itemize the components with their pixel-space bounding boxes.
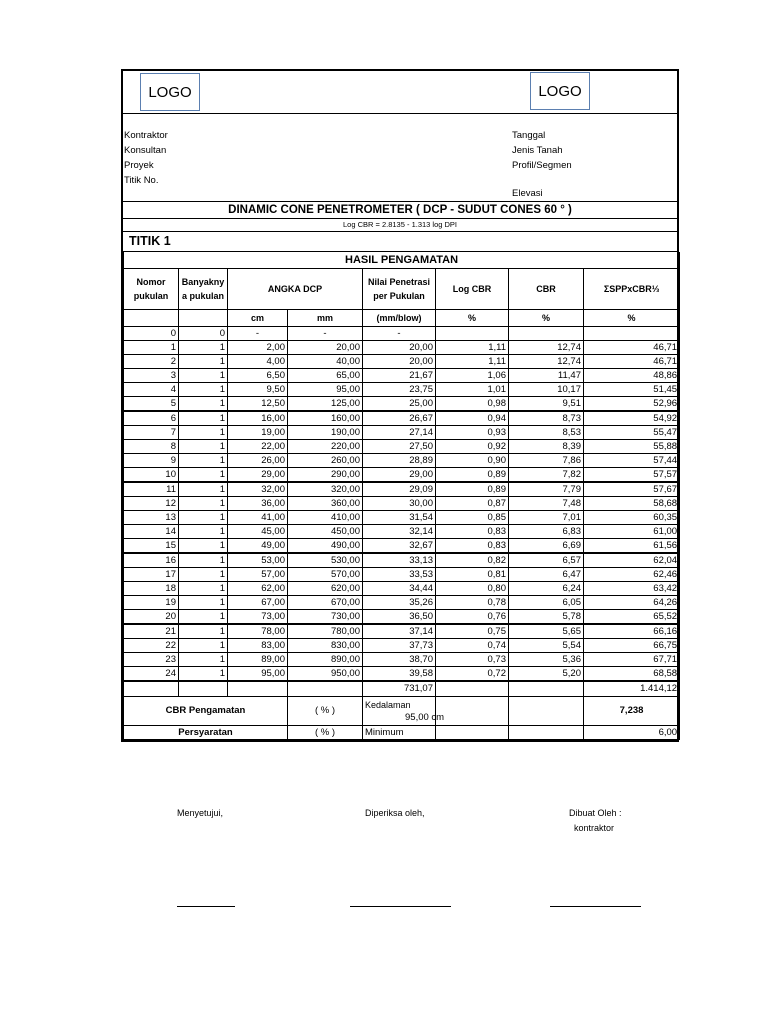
table-row [124, 369, 680, 383]
cell-banyak: 1 [179, 454, 228, 468]
cbr-pengamatan-unit: ( % ) [288, 697, 363, 726]
cell-log-cbr: 0,81 [436, 568, 509, 582]
signature-line-diperiksa [350, 906, 451, 907]
cell-mm: 490,00 [288, 539, 363, 554]
cell-sigma: 62,04 [584, 553, 680, 568]
cell-nomor: 17 [124, 568, 179, 582]
cell-banyak: 1 [179, 596, 228, 610]
cell-sigma: 63,42 [584, 582, 680, 596]
sig-kontraktor: kontraktor [574, 823, 615, 833]
cell-cbr: 12,74 [509, 341, 584, 355]
hasil-row [124, 252, 680, 269]
cell-mm: 730,00 [288, 610, 363, 625]
cell-nomor: 14 [124, 525, 179, 539]
totals-row [124, 681, 680, 697]
cell-cbr: 5,54 [509, 639, 584, 653]
cell-cbr: 5,36 [509, 653, 584, 667]
cell-cm: 67,00 [228, 596, 288, 610]
cell-sigma: 48,86 [584, 369, 680, 383]
cell-mm: 830,00 [288, 639, 363, 653]
cell-log-cbr: 0,83 [436, 525, 509, 539]
cell-nomor: 20 [124, 610, 179, 625]
unit-empty [179, 310, 228, 327]
cell-sigma: 51,45 [584, 383, 680, 397]
table-row [124, 639, 680, 653]
total-nilai: 731,07 [363, 681, 436, 697]
cell-sigma: 64,26 [584, 596, 680, 610]
cell-log-cbr: 0,76 [436, 610, 509, 625]
cell-log-cbr: 1,11 [436, 355, 509, 369]
total-empty [179, 681, 228, 697]
cell-nomor: 1 [124, 341, 179, 355]
persyaratan-label: Persyaratan [124, 726, 288, 740]
kedalaman-label: Kedalaman [365, 699, 411, 710]
cell-cbr: 8,53 [509, 426, 584, 440]
cell-mm: 95,00 [288, 383, 363, 397]
total-sigma: 1.414,12 [584, 681, 680, 697]
cell-nilai: 25,00 [363, 397, 436, 412]
cell-sigma: 46,71 [584, 355, 680, 369]
cell-nilai: 36,50 [363, 610, 436, 625]
cell-nilai: 33,13 [363, 553, 436, 568]
project-info-left [124, 128, 168, 188]
cell-cm: 49,00 [228, 539, 288, 554]
label-proyek: Proyek [124, 160, 154, 171]
cell-cm: 95,00 [228, 667, 288, 682]
cell-log-cbr: 0,74 [436, 639, 509, 653]
col-banyaknya-pukulan: Banyakny a pukulan [179, 269, 228, 310]
cell-mm: 670,00 [288, 596, 363, 610]
cell-banyak: 1 [179, 511, 228, 525]
cell-log-cbr: 1,01 [436, 383, 509, 397]
cell-log-cbr: 0,90 [436, 454, 509, 468]
table-row [124, 624, 680, 639]
cell-nomor: 22 [124, 639, 179, 653]
cell-cm: 9,50 [228, 383, 288, 397]
units-row [124, 310, 680, 327]
cell-mm: 890,00 [288, 653, 363, 667]
table-row [124, 525, 680, 539]
cell-cbr: 11,47 [509, 369, 584, 383]
cell-sigma: 54,92 [584, 411, 680, 426]
dcp-results-table [123, 252, 680, 740]
table-row [124, 397, 680, 412]
table-row [124, 482, 680, 497]
table-row [124, 553, 680, 568]
cell-mm: 40,00 [288, 355, 363, 369]
cell-banyak: 1 [179, 667, 228, 682]
cell-nilai: 38,70 [363, 653, 436, 667]
cbr-pengamatan-row [124, 697, 680, 726]
cell-log-cbr: 0,72 [436, 667, 509, 682]
table-row [124, 539, 680, 554]
cell-cbr: 6,47 [509, 568, 584, 582]
form-title: DINAMIC CONE PENETROMETER ( DCP - SUDUT CONES 60 ° ) [123, 202, 677, 219]
cell-banyak: 0 [179, 327, 228, 341]
cell-log-cbr: 0,75 [436, 624, 509, 639]
cell-cm: - [228, 327, 288, 341]
cell-mm: - [288, 327, 363, 341]
logo-right: LOGO [530, 72, 590, 110]
cell-nomor: 7 [124, 426, 179, 440]
table-row [124, 653, 680, 667]
cell-cbr: 6,57 [509, 553, 584, 568]
cell-cm: 32,00 [228, 482, 288, 497]
label-tanggal: Tanggal [512, 130, 546, 141]
cell-banyak: 1 [179, 440, 228, 454]
cell-log-cbr [436, 327, 509, 341]
sig-menyetujui: Menyetujui, [177, 808, 224, 818]
cell-nilai: 33,53 [363, 568, 436, 582]
cell-nilai: 26,67 [363, 411, 436, 426]
table-row [124, 440, 680, 454]
cell-log-cbr: 0,87 [436, 497, 509, 511]
cell-banyak: 1 [179, 610, 228, 625]
cell-mm: 620,00 [288, 582, 363, 596]
signature-line-dibuat [550, 906, 641, 907]
cell-banyak: 1 [179, 397, 228, 412]
cell-log-cbr: 0,93 [436, 426, 509, 440]
cell-nomor: 8 [124, 440, 179, 454]
cell-nilai: 29,09 [363, 482, 436, 497]
cell-mm: 190,00 [288, 426, 363, 440]
persyaratan-empty [436, 726, 509, 740]
cell-cbr: 12,74 [509, 355, 584, 369]
cell-log-cbr: 1,11 [436, 341, 509, 355]
cell-banyak: 1 [179, 482, 228, 497]
cell-cbr: 6,69 [509, 539, 584, 554]
cell-cbr: 6,05 [509, 596, 584, 610]
cell-nilai: 23,75 [363, 383, 436, 397]
cell-log-cbr: 0,78 [436, 596, 509, 610]
col-cbr: CBR [509, 269, 584, 310]
cell-sigma: 61,56 [584, 539, 680, 554]
cell-log-cbr: 0,92 [436, 440, 509, 454]
cell-sigma: 57,67 [584, 482, 680, 497]
cell-nomor: 19 [124, 596, 179, 610]
col-sigma-spp: ΣSPPxCBR⅓ [584, 269, 680, 310]
cell-log-cbr: 0,73 [436, 653, 509, 667]
cell-cm: 19,00 [228, 426, 288, 440]
cbr-empty [436, 697, 509, 726]
cell-nilai: 27,50 [363, 440, 436, 454]
cell-banyak: 1 [179, 497, 228, 511]
cell-sigma [584, 327, 680, 341]
cell-cm: 89,00 [228, 653, 288, 667]
col-angka-dcp: ANGKA DCP [228, 269, 363, 310]
total-empty [288, 681, 363, 697]
kedalaman-value: 95,00 cm [405, 711, 445, 723]
cell-cm: 36,00 [228, 497, 288, 511]
cell-nilai: 21,67 [363, 369, 436, 383]
table-row [124, 568, 680, 582]
cell-cbr: 8,73 [509, 411, 584, 426]
cell-cbr: 6,83 [509, 525, 584, 539]
col-nilai-penetrasi: Nilai Penetrasi per Pukulan [363, 269, 436, 310]
cell-mm: 260,00 [288, 454, 363, 468]
cell-mm: 360,00 [288, 497, 363, 511]
cell-nomor: 9 [124, 454, 179, 468]
cell-sigma: 58,68 [584, 497, 680, 511]
kedalaman-cell [363, 697, 445, 726]
cell-nilai: 29,00 [363, 468, 436, 483]
table-row [124, 383, 680, 397]
unit-sigma: % [584, 310, 680, 327]
cell-log-cbr: 0,89 [436, 468, 509, 483]
cell-cm: 12,50 [228, 397, 288, 412]
cell-mm: 410,00 [288, 511, 363, 525]
table-row [124, 497, 680, 511]
cell-nilai: 35,26 [363, 596, 436, 610]
cell-nilai: 39,58 [363, 667, 436, 682]
cell-cbr: 5,65 [509, 624, 584, 639]
cell-mm: 570,00 [288, 568, 363, 582]
cell-banyak: 1 [179, 468, 228, 483]
persyaratan-empty [509, 726, 584, 740]
titik-label: TITIK 1 [123, 232, 677, 252]
cell-cm: 83,00 [228, 639, 288, 653]
cell-nomor: 18 [124, 582, 179, 596]
cell-cm: 41,00 [228, 511, 288, 525]
cell-log-cbr: 0,89 [436, 482, 509, 497]
label-elevasi: Elevasi [512, 188, 543, 199]
table-row [124, 327, 680, 341]
cell-mm: 290,00 [288, 468, 363, 483]
cell-cbr: 9,51 [509, 397, 584, 412]
logo-left: LOGO [140, 73, 200, 111]
cell-sigma: 52,96 [584, 397, 680, 412]
cell-nilai: 28,89 [363, 454, 436, 468]
cell-nomor: 4 [124, 383, 179, 397]
cell-sigma: 57,57 [584, 468, 680, 483]
label-titik-no: Titik No. [124, 175, 159, 186]
table-row [124, 511, 680, 525]
table-row [124, 596, 680, 610]
cell-sigma: 60,35 [584, 511, 680, 525]
label-profil-segmen: Profil/Segmen [512, 160, 572, 171]
cell-mm: 220,00 [288, 440, 363, 454]
cell-cm: 6,50 [228, 369, 288, 383]
cell-cbr: 7,01 [509, 511, 584, 525]
unit-mm: mm [288, 310, 363, 327]
cell-sigma: 66,16 [584, 624, 680, 639]
col-log-cbr: Log CBR [436, 269, 509, 310]
cell-cbr: 7,48 [509, 497, 584, 511]
total-empty [436, 681, 509, 697]
cell-banyak: 1 [179, 355, 228, 369]
cell-mm: 780,00 [288, 624, 363, 639]
table-row [124, 454, 680, 468]
cell-nilai: 32,14 [363, 525, 436, 539]
cell-nomor: 21 [124, 624, 179, 639]
cell-nomor: 5 [124, 397, 179, 412]
form-header [123, 71, 677, 114]
table-row [124, 426, 680, 440]
cell-cm: 57,00 [228, 568, 288, 582]
cell-banyak: 1 [179, 383, 228, 397]
cell-nomor: 6 [124, 411, 179, 426]
cbr-pengamatan-label: CBR Pengamatan [124, 697, 288, 726]
cell-log-cbr: 0,80 [436, 582, 509, 596]
cell-banyak: 1 [179, 539, 228, 554]
cell-mm: 530,00 [288, 553, 363, 568]
cell-cm: 26,00 [228, 454, 288, 468]
cell-sigma: 62,46 [584, 568, 680, 582]
cell-cm: 53,00 [228, 553, 288, 568]
cell-cbr: 5,20 [509, 667, 584, 682]
cell-log-cbr: 0,82 [436, 553, 509, 568]
cell-nilai: 27,14 [363, 426, 436, 440]
cell-cbr: 10,17 [509, 383, 584, 397]
cell-log-cbr: 1,06 [436, 369, 509, 383]
project-info-right [512, 128, 572, 173]
cell-mm: 20,00 [288, 341, 363, 355]
cell-cm: 62,00 [228, 582, 288, 596]
persyaratan-value: 6,00 [584, 726, 680, 740]
table-row [124, 610, 680, 625]
label-konsultan: Konsultan [124, 145, 167, 156]
cell-nomor: 13 [124, 511, 179, 525]
cell-mm: 950,00 [288, 667, 363, 682]
sig-diperiksa: Diperiksa oleh, [365, 808, 425, 818]
cbr-empty [509, 697, 584, 726]
signature-line-menyetujui [177, 906, 235, 907]
cell-mm: 320,00 [288, 482, 363, 497]
persyaratan-row [124, 726, 680, 740]
unit-cm: cm [228, 310, 288, 327]
cell-banyak: 1 [179, 341, 228, 355]
cell-nomor: 24 [124, 667, 179, 682]
cell-nomor: 0 [124, 327, 179, 341]
cell-banyak: 1 [179, 525, 228, 539]
table-row [124, 341, 680, 355]
data-rows [124, 327, 680, 682]
cell-nomor: 3 [124, 369, 179, 383]
cell-cbr: 6,24 [509, 582, 584, 596]
cell-banyak: 1 [179, 653, 228, 667]
cell-nilai: 20,00 [363, 355, 436, 369]
cell-nilai: - [363, 327, 436, 341]
cell-sigma: 55,47 [584, 426, 680, 440]
cell-cbr: 7,86 [509, 454, 584, 468]
persyaratan-minimum: Minimum [363, 726, 436, 740]
cell-sigma: 55,88 [584, 440, 680, 454]
cell-banyak: 1 [179, 639, 228, 653]
cell-log-cbr: 0,85 [436, 511, 509, 525]
cell-banyak: 1 [179, 426, 228, 440]
cell-sigma: 67,71 [584, 653, 680, 667]
table-row [124, 582, 680, 596]
cell-cm: 22,00 [228, 440, 288, 454]
label-kontraktor: Kontraktor [124, 130, 168, 141]
total-empty [509, 681, 584, 697]
cell-sigma: 68,58 [584, 667, 680, 682]
cell-mm: 160,00 [288, 411, 363, 426]
cell-cm: 73,00 [228, 610, 288, 625]
sig-dibuat: Dibuat Oleh : [569, 808, 622, 818]
cell-mm: 125,00 [288, 397, 363, 412]
total-empty [124, 681, 179, 697]
unit-mm-blow: (mm/blow) [363, 310, 436, 327]
cell-cm: 45,00 [228, 525, 288, 539]
col-nomor-pukulan: Nomor pukulan [124, 269, 179, 310]
cell-nilai: 37,73 [363, 639, 436, 653]
cell-banyak: 1 [179, 582, 228, 596]
dcp-form-sheet [121, 69, 679, 742]
cell-nomor: 2 [124, 355, 179, 369]
cell-cbr: 5,78 [509, 610, 584, 625]
cell-sigma: 61,00 [584, 525, 680, 539]
cell-mm: 450,00 [288, 525, 363, 539]
cell-sigma: 46,71 [584, 341, 680, 355]
total-empty [228, 681, 288, 697]
cell-sigma: 65,52 [584, 610, 680, 625]
cell-banyak: 1 [179, 369, 228, 383]
cell-nomor: 12 [124, 497, 179, 511]
column-header-row [124, 269, 680, 310]
cell-cbr: 8,39 [509, 440, 584, 454]
cell-mm: 65,00 [288, 369, 363, 383]
table-row [124, 355, 680, 369]
cell-cm: 16,00 [228, 411, 288, 426]
cell-banyak: 1 [179, 568, 228, 582]
cbr-pengamatan-value: 7,238 [584, 697, 680, 726]
unit-cbr: % [509, 310, 584, 327]
hasil-pengamatan-heading: HASIL PENGAMATAN [124, 252, 680, 269]
cell-nomor: 16 [124, 553, 179, 568]
cell-cbr [509, 327, 584, 341]
cell-nilai: 37,14 [363, 624, 436, 639]
cell-nilai: 30,00 [363, 497, 436, 511]
table-row [124, 411, 680, 426]
cell-banyak: 1 [179, 624, 228, 639]
cell-cm: 78,00 [228, 624, 288, 639]
unit-empty [124, 310, 179, 327]
unit-log-cbr: % [436, 310, 509, 327]
cell-cm: 2,00 [228, 341, 288, 355]
cell-banyak: 1 [179, 411, 228, 426]
cell-nomor: 23 [124, 653, 179, 667]
cell-sigma: 66,75 [584, 639, 680, 653]
table-row [124, 468, 680, 483]
formula: Log CBR = 2.8135 - 1.313 log DPI [123, 219, 677, 232]
cell-nilai: 31,54 [363, 511, 436, 525]
table-row [124, 667, 680, 682]
cell-nilai: 20,00 [363, 341, 436, 355]
cell-banyak: 1 [179, 553, 228, 568]
cell-cbr: 7,82 [509, 468, 584, 483]
label-jenis-tanah: Jenis Tanah [512, 145, 563, 156]
cell-sigma: 57,44 [584, 454, 680, 468]
cell-nilai: 32,67 [363, 539, 436, 554]
cell-cbr: 7,79 [509, 482, 584, 497]
cell-cm: 4,00 [228, 355, 288, 369]
cell-nomor: 10 [124, 468, 179, 483]
project-info [123, 114, 677, 202]
cell-log-cbr: 0,94 [436, 411, 509, 426]
cell-log-cbr: 0,83 [436, 539, 509, 554]
persyaratan-unit: ( % ) [288, 726, 363, 740]
cell-cm: 29,00 [228, 468, 288, 483]
cell-log-cbr: 0,98 [436, 397, 509, 412]
cell-nilai: 34,44 [363, 582, 436, 596]
cell-nomor: 11 [124, 482, 179, 497]
cell-nomor: 15 [124, 539, 179, 554]
